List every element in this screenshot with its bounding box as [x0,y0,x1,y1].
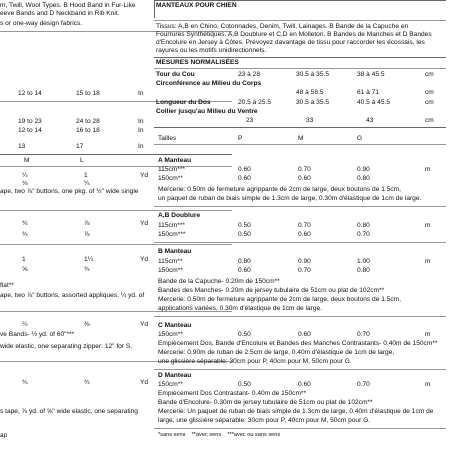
divider [154,57,446,58]
left-size-row-u: In [138,143,144,150]
left-row-u: Yd [140,172,149,179]
value-p: 0.50 [238,381,251,388]
mercerie-line: Empiècement Dos Contrastant- 0.40m de 150cm** [158,390,307,397]
value-m: 0.70 [298,166,311,173]
value-u: m [425,258,431,265]
mesure-label: Tour du Cou [156,71,195,78]
divider [154,316,446,317]
divider [154,127,446,128]
left-row-u: Yd [140,321,149,328]
left-size-row-b: 17 [76,143,84,150]
mercerie-line: applications variées, 0.30m d'élastique de 1cm de large. [158,305,323,312]
value-m: 0.60 [298,175,311,182]
divider [0,244,232,245]
divider [0,210,232,211]
tailles-g: G [357,135,363,142]
width-label: 150cm*** [158,231,186,238]
divider [154,428,446,429]
section-name: A,B Doublure [158,212,201,219]
divider [154,369,446,370]
left-size-row-b: 16 to 18 [76,127,100,134]
value-g: 0.70 [357,381,370,388]
left-size-row-u: In [138,118,144,125]
footnote: *sans sens **avec sens ***avec ou sans sens [158,432,281,438]
left-note: s tape, ⅞ yd. of ⅝" wide elastic, one separating [0,408,138,415]
value-p: 0.60 [238,175,251,182]
value-m: 0.90 [298,258,311,265]
tissus-line: rayures ou les motifs unidirectionnels. [156,47,267,54]
left-row-a: 1 [22,256,26,263]
left-row-b: ⅞ [84,220,90,227]
mesure-p: 20.5 à 25.5 [238,99,271,106]
left-row-u: Yd [140,379,149,386]
mesure-g: 38 à 45.5 [357,71,385,78]
left-note: ap [0,432,8,439]
left-intro-line: eeve Bands and D Neckband in Rib Knit. [0,10,120,17]
left-note: wide elastic, one separating zipper: 12" for S, [0,343,133,350]
mesure-g: 40.5 à 45.5 [357,99,390,106]
divider [154,0,446,1]
mesure-u: cm [425,71,434,78]
value-p: 0.50 [238,222,251,229]
left-intro-line: s or one-way design fabrics. [0,20,83,27]
left-intro-line: m, Twill, Wool Types. B Hood Band in Fur-Like [0,2,136,9]
divider [154,20,446,21]
left-size-row-a: 13 [18,143,26,150]
mesures-title: MESURES NORMALISÉES [156,59,239,66]
mercerie-line: large, une glissière séparable: 30cm pour P, 40cm pour M, 50cm pour G. [158,417,371,424]
left-size-header-m: M [24,157,30,164]
value-g: 1.00 [357,258,370,265]
section-name: D Manteau [158,372,192,379]
value-u: m [425,222,431,229]
left-size-header-l: L [80,157,84,164]
tailles-p: P [238,135,243,142]
left-size-row-u: In [138,90,144,97]
mercerie-line: une glissière séparable: 30cm pour P, 40cm pour M, 50cm pour G. [158,358,352,365]
width-label: 115cm*** [158,166,185,173]
value-g: 0.70 [357,331,370,338]
value-m: 0.70 [298,267,311,274]
left-size-row-b: 24 to 28 [76,118,100,125]
mesure-label: Circonférence au Milieu du Corps [156,80,262,87]
mercerie-line: Mercerie: 0.50m de fermeture agrippante de 2cm de large, deux boutons de 1.5cm, [158,186,402,193]
left-size-row-u: In [138,127,144,134]
value-m: 0.70 [298,222,311,229]
left-note: flat** [0,282,14,289]
mesure-g: 43 [366,117,374,124]
left-size-row-a: 12 to 14 [18,127,42,134]
left-row-a: ⅝ [22,266,28,273]
value-m: 0.60 [298,381,311,388]
mercerie-line: Mercerie: 0.50m de fermeture agrippante de 2cm de large, deux boutons de 1.5cm, [158,296,402,303]
left-row-u: Yd [140,220,149,227]
value-g: 0.80 [357,175,370,182]
width-label: 150cm** [158,175,183,182]
left-note: ape, two ⅞" buttons, assorted appliques, ¼ yd. of [0,292,145,299]
value-p: 0.60 [238,166,251,173]
value-g: 0.80 [357,267,370,274]
section-name: A Manteau [158,157,192,164]
mesure-p: 23 [246,117,254,124]
divider [154,242,446,243]
mercerie-line: Bande de la Capuche- 0.20m de 150cm** [158,278,280,285]
left-note: ape, two ⅞" buttons, one pkg. of ½" wide single [0,188,139,195]
left-size-row-a: 19 to 23 [18,118,42,125]
left-row-b: ¾ [84,379,90,386]
section-name: B Manteau [158,248,192,255]
value-p: 0.60 [238,267,251,274]
value-m: 0.60 [298,231,311,238]
left-row-b: ¼ [84,180,90,187]
value-u: m [425,331,431,338]
value-m: 0.60 [298,331,311,338]
left-row-b: ¾ [84,266,90,273]
left-row-b: 1¼ [84,256,94,263]
left-row-a: ¼ [22,172,28,179]
tissus-line: Fourrures Synthétiques. A,B Doublure et C,D en Molleton. B Bandes de Manches et D Bandes [156,31,432,38]
mesure-u: cm [425,89,434,96]
width-label: 115cm*** [158,222,185,229]
mesure-p: 23 à 28 [238,71,260,78]
divider [154,68,446,69]
mesure-u: cm [425,117,434,124]
left-note: ve Bands- ½ yd. of 60"*** [0,331,75,338]
section-name: C Manteau [158,322,192,329]
mercerie-line: un paquet de ruban de biais simple de 1.3cm de large, 0.30m d'élastique de 1cm de large. [158,195,422,202]
left-row-a: ¼ [22,321,28,328]
mesure-m: 30.5 à 35.5 [296,99,329,106]
mesure-p: 48 à 58.5 [296,89,324,96]
mesure-m: 30.5 à 35.5 [296,71,329,78]
left-size-row-b: 15 to 18 [76,90,100,97]
value-p: 0.50 [238,331,251,338]
left-row-a: ¾ [22,379,28,386]
tissus-line: d'Encolure en Jersey à Côtes. Prévoyez davantage de tissu pour raccorder les écossais, les [156,39,425,46]
left-row-u: Yd [140,256,149,263]
column-rule [154,0,155,18]
left-row-b: ⅜ [84,321,90,328]
divider [154,144,446,145]
tailles-label: Tailles [158,135,177,142]
value-g: 0.80 [357,222,370,229]
section-title: MANTEAUX POUR CHIEN [156,2,237,9]
mesure-label: Collier jusqu'au Milieu du Ventre [156,108,258,115]
mercerie-line: Mercerie: 0.90m de ruban de 2.5cm de large, 0.40m d'élastique de 1cm de large, [158,349,395,356]
value-u: m [425,166,431,173]
mercerie-line: Bandes des Manches- 0.20m de jersey tubulaire de 51cm ou plat de 102cm** [158,287,385,294]
mercerie-line: Bande d'Encolure- 0.30m de jersey tubulaire de 51cm ou plat de 102cm** [158,399,373,406]
value-p: 0.80 [238,258,251,265]
divider [154,206,446,207]
divider [0,154,232,155]
tissus-line: Tissus: A,B en Chino, Cotonnades, Denim, Twill, Lainages. B Bande de la Capuche en [156,23,409,30]
value-p: 0.50 [238,231,251,238]
mesure-u: cm [425,99,434,106]
left-row-a: ⅛ [22,180,28,187]
left-row-b: ⅞ [84,231,90,238]
divider [0,166,232,167]
left-row-a: ¾ [22,231,28,238]
mercerie-line: Empiècement Dos, Bande d'Encolure et Bandes des Manches Contrastants- 0.40m de 150cm** [158,340,438,347]
mercerie-line: Mercerie: Un paquet de ruban de biais simple de 1.3cm de large, 0.40m d'élastique de 1cm de [158,408,434,415]
left-row-b: 1 [84,172,88,179]
value-g: 0.90 [357,166,370,173]
value-g: 0.70 [357,231,370,238]
mesure-m: 33 [306,117,314,124]
mesure-m: 61 à 71 [357,89,379,96]
left-size-row-a: 12 to 14 [18,90,42,97]
width-label: 150cm** [158,267,183,274]
width-label: 150cm** [158,381,183,388]
width-label: 150cm** [158,331,183,338]
left-row-a: ¾ [22,220,28,227]
mesure-label: Longueur du Dos [156,99,211,106]
tailles-m: M [298,135,304,142]
width-label: 115cm** [158,258,183,265]
value-u: m [425,381,431,388]
